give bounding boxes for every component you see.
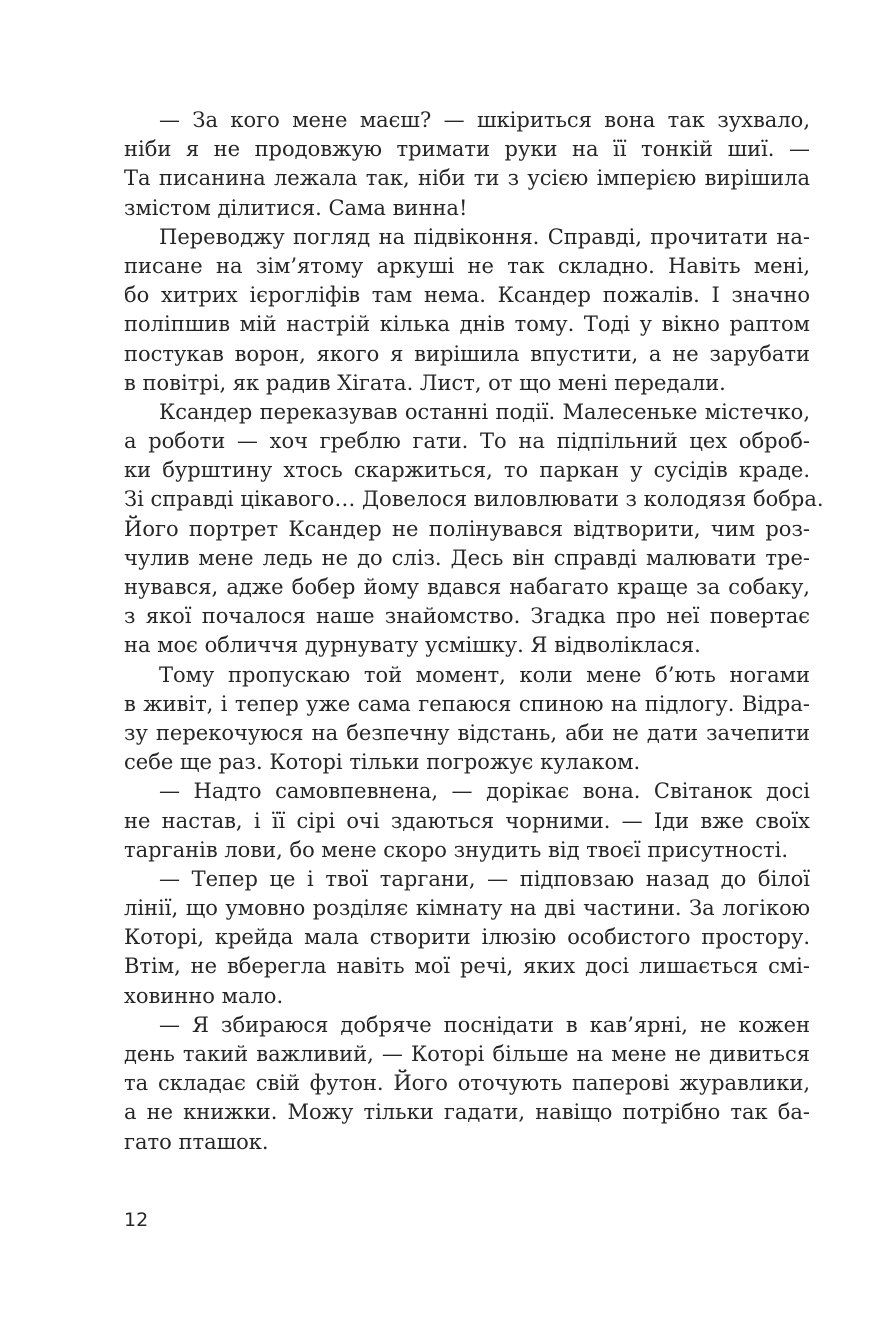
page-number: 12 [124,1209,149,1231]
text-line: та складає свій футон. Його оточують паперові журавлики, [124,1071,810,1096]
text-line: Ксандер переказував останні події. Малесеньке містечко, [159,399,810,424]
text-line: зу перекочуюся на безпечну відстань, аби не дати зачепити [124,720,810,745]
text-line: Переводжу погляд на підвіконня. Справді, прочитати на- [159,224,810,249]
text-line: Которі, крейда мала створити ілюзію особистого простору. [124,925,810,950]
text-line: в повітрі, як радив Хігата. Лист, от що мені передали. [124,370,726,395]
text-line: себе ще раз. Которі тільки погрожує кулаком. [124,750,641,775]
text-line: а не книжки. Можу тільки гадати, навіщо потрібно так ба- [124,1100,810,1125]
text-line: бо хитрих ієрогліфів там нема. Ксандер пожалів. І значно [124,283,810,308]
text-line: тарганів лови, бо мене скоро знудить від твоєї присутності. [124,837,789,862]
text-line: лінії, що умовно розділяє кімнату на дві частини. За логікою [124,896,810,921]
text-line: писане на зім’ятому аркуші не так складно. Навіть мені, [124,253,810,278]
text-line: нувався, адже бобер йому вдався набагато краще за собаку, [124,575,810,599]
text-line: Зі справді цікавого… Довелося виловлювати з колодязя бобра. [124,487,824,512]
text-line: — За кого мене маєш? — шкіриться вона так зухвало, [159,108,810,132]
text-line: чулив мене ледь не до сліз. Десь він справді малювати тре- [124,545,810,570]
text-line: ніби я не продовжую тримати руки на її тонкій шиї. — [124,137,810,162]
text-line: поліпшив мій настрій кілька днів тому. Тоді у вікно раптом [124,312,810,337]
paragraph-6 [124,865,810,1011]
text-line: Його портрет Ксандер не полінувався відтворити, чим роз- [124,516,810,541]
paragraph-1 [124,106,810,223]
text-line: ховинно мало. [124,983,284,1008]
paragraph-4 [124,661,810,778]
text-line: Втім, не вберегла навіть мої речі, яких досі лишається смі- [124,954,810,979]
text-line: в живіт, і тепер уже сама гепаюся спиною на підлогу. Відра- [124,691,810,716]
text-line: з якої почалося наше знайомство. Згадка про неї повертає [124,604,810,629]
paragraph-3 [124,398,824,661]
text-line: не настав, і її сірі очі здаються чорними. — Іди вже своїх [124,808,810,833]
text-line: Тому пропускаю той момент, коли мене б’ють ногами [159,662,810,687]
text-line: постукав ворон, якого я вирішила впустити, а не зарубати [124,341,810,366]
body-text [124,106,824,1157]
text-line: день такий важливий, — Которі більше на мене не дивиться [124,1042,810,1066]
text-line: — Тепер це і твої таргани, — підповзаю назад до білої [159,866,810,891]
paragraph-5 [124,777,810,865]
text-line: а роботи — хоч греблю гати. То на підпільний цех оброб- [124,429,810,454]
text-line: ки бурштину хтось скаржиться, то паркан у сусідів краде. [124,458,810,483]
paragraph-2 [124,223,810,398]
paragraph-7 [124,1011,810,1157]
text-line: змістом ділитися. Сама винна! [124,195,468,220]
text-line: — Надто самовпевнена, — дорікає вона. Світанок досі [159,779,810,804]
text-line: — Я збираюся добряче поснідати в кав’ярні, не кожен [159,1012,810,1037]
text-line: Та писанина лежала так, ніби ти з усією імперією вирішила [124,166,810,191]
text-line: на моє обличчя дурнувату усмішку. Я відволіклася. [124,633,701,658]
text-line: гато пташок. [124,1129,269,1154]
